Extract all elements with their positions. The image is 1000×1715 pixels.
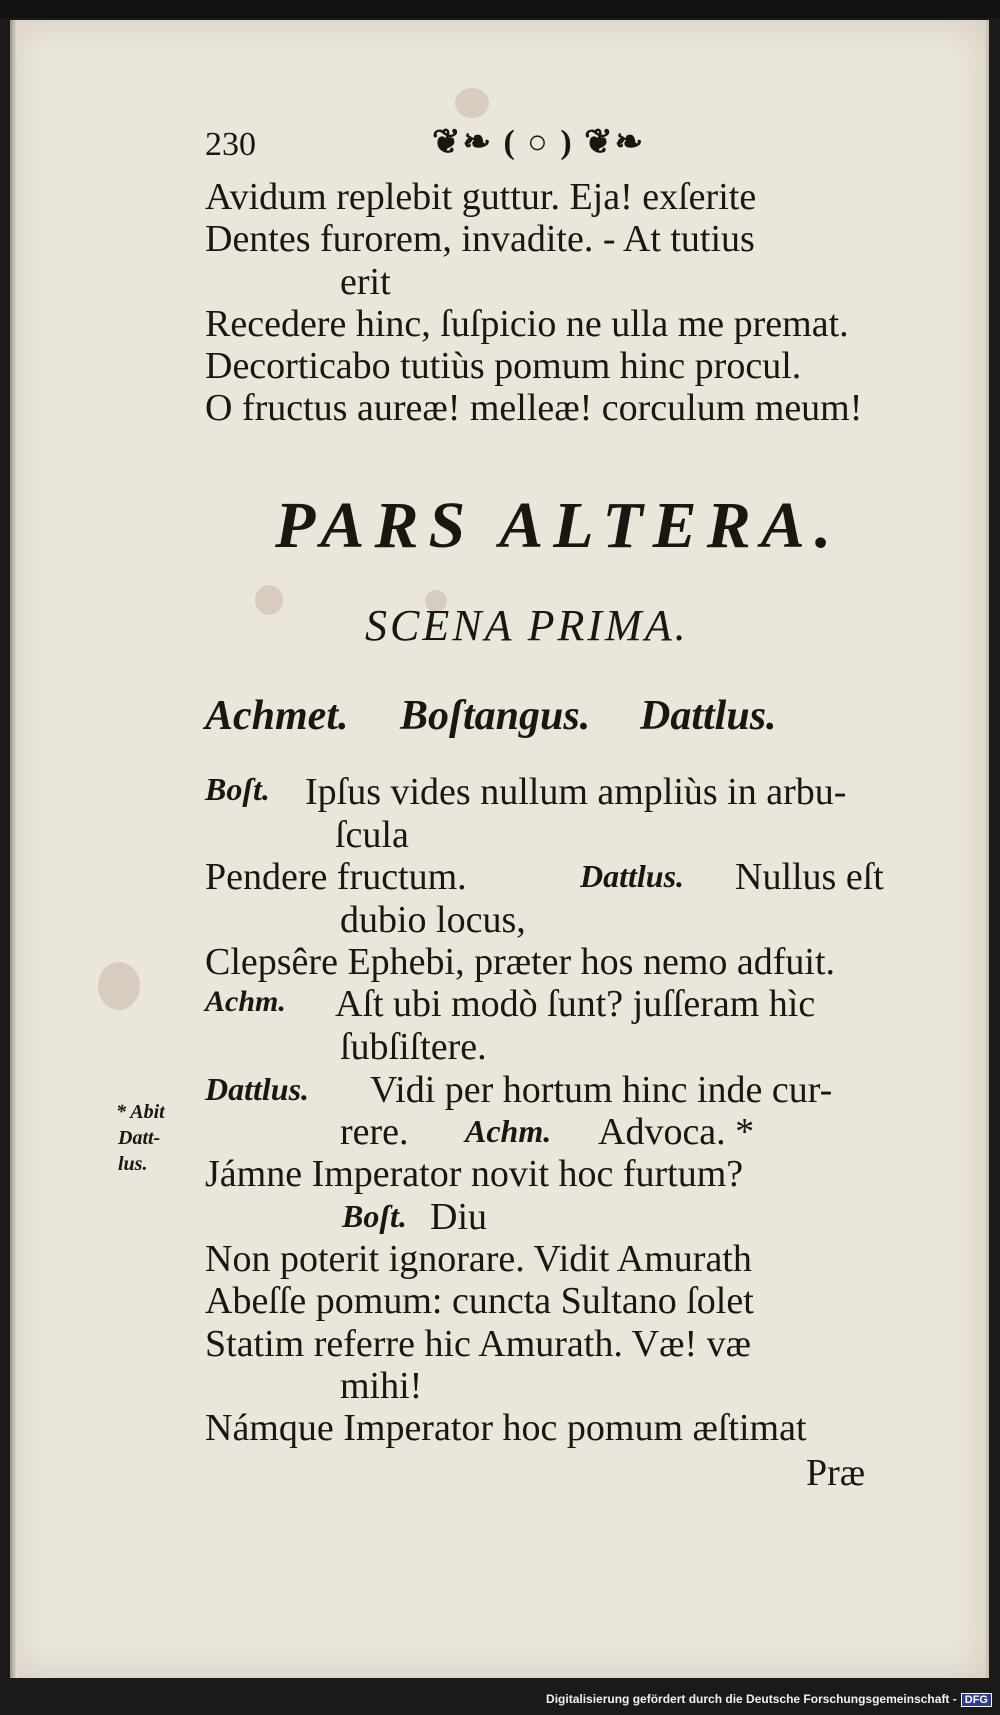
part-heading: PARS ALTERA. [275,489,842,562]
text-line: Ipſus vides nullum ampliùs in arbu- [305,771,847,813]
page-number: 230 [205,126,256,163]
text-line: Pendere fructum. [205,856,467,898]
text-line: Statim referre hic Amurath. Væ! væ [205,1323,751,1365]
speaker-name: Boſt. [342,1198,407,1234]
speaker-name: Dattlus. [205,1071,310,1107]
text-line: erit [340,261,391,303]
character-name: Boſtangus. [400,693,591,739]
speaker-name: Achm. [205,985,286,1018]
speaker-name: Dattlus. [580,858,685,894]
text-line: ſcula [335,814,409,856]
text-line: Recedere hinc, ſuſpicio ne ulla me premat. [205,303,849,345]
text-line: Dentes furorem, invadite. - At tutius [205,218,755,260]
page-gutter-shadow [10,20,18,1678]
text-line: Decorticabo tutiùs pomum hinc procul. [205,345,802,387]
text-line: Diu [430,1196,487,1238]
text-line: Advoca. * [598,1111,755,1153]
paper-stain [98,962,140,1010]
text-line: Aſt ubi modò ſunt? juſſeram hìc [335,983,816,1025]
character-name: Achmet. [205,693,349,739]
text-line: rere. [340,1111,409,1153]
paper-stain [455,88,489,118]
header-ornament: ❦❧ ( ○ ) ❦❧ [432,124,646,161]
text-line: Jámne Imperator novit hoc furtum? [205,1153,744,1195]
margin-note-line: lus. [118,1153,148,1175]
scene-heading: SCENA PRIMA. [365,601,689,650]
speaker-name: Boſt. [205,771,270,807]
text-line: Non poterit ignorare. Vidit Amurath [205,1238,752,1280]
margin-note-line: * Abit [116,1101,165,1123]
text-line: Abeſſe pomum: cuncta Sultano ſolet [205,1280,754,1322]
text-line: Clepsêre Ephebi, præter hos nemo adfuit. [205,941,836,983]
scanner-top-edge [0,0,1000,18]
character-name: Dattlus. [640,693,777,739]
text-line: O fructus aureæ! melleæ! corculum meum! [205,387,863,429]
digitization-credit [546,1692,992,1707]
text-line: Nullus eſt [735,856,884,898]
text-line: ſubſiſtere. [340,1026,487,1068]
speaker-name: Achm. [465,1113,552,1149]
paper-stain [255,585,283,615]
text-line: dubio locus, [340,899,526,941]
text-line: Námque Imperator hoc pomum æſtimat [205,1407,807,1449]
credit-text: Digitalisierung gefördert durch die Deutsche Forschungsgemeinschaft - [546,1692,957,1706]
dfg-logo: DFG [961,1693,992,1707]
margin-note-line: Datt- [118,1127,161,1149]
text-line: Vidi per hortum hinc inde cur- [370,1069,833,1111]
text-line: Avidum replebit guttur. Eja! exſerite [205,176,757,218]
text-line: mihi! [340,1365,423,1407]
catchword: Præ [806,1452,866,1494]
